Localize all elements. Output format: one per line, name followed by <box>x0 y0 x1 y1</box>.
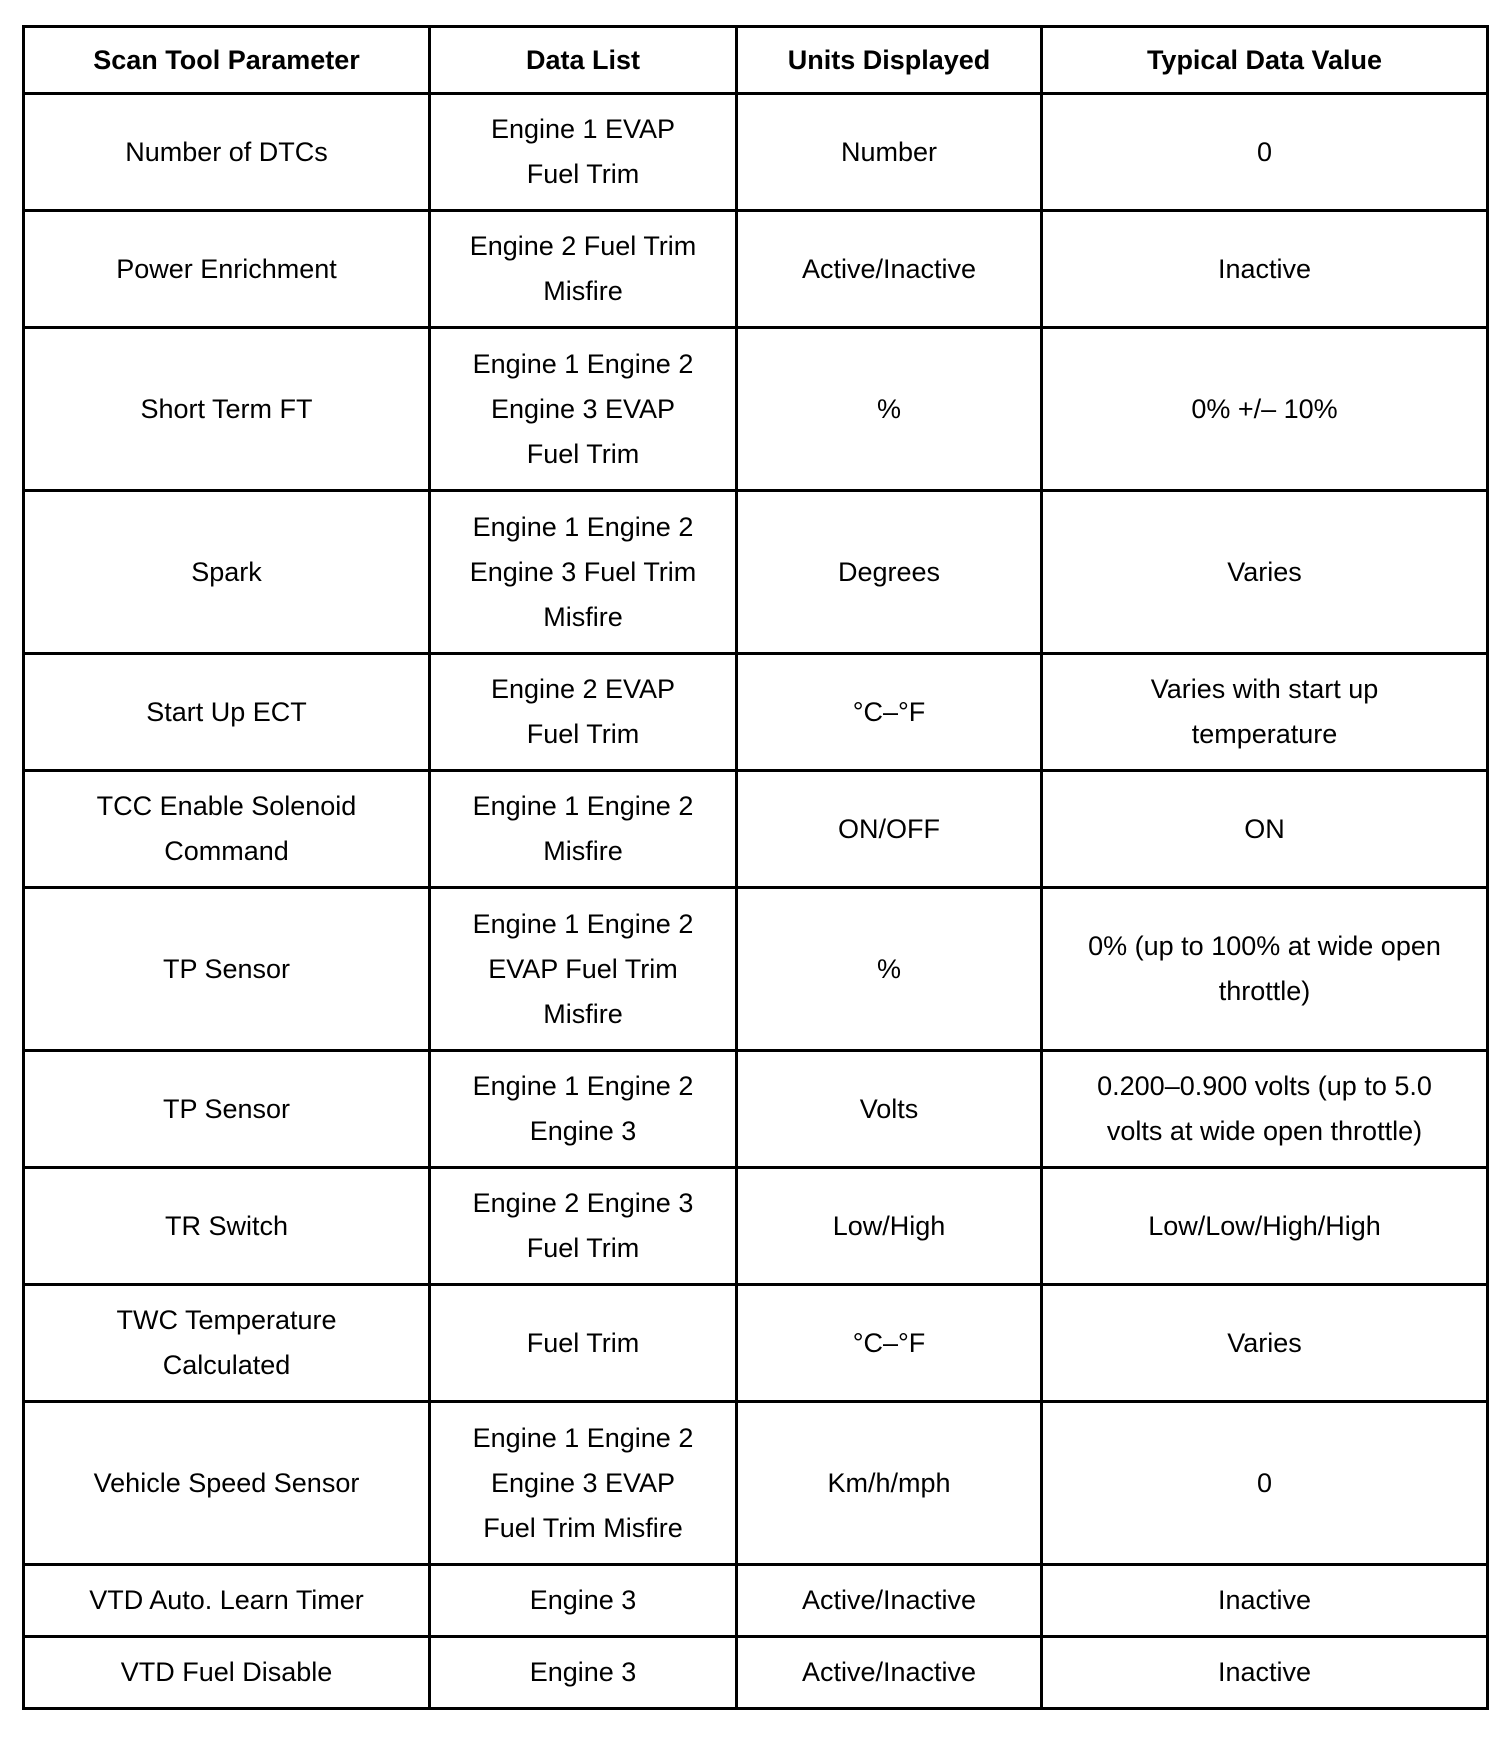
cell-typical-value: 0 <box>1042 94 1488 211</box>
cell-data-list: Engine 1 Engine 2 Misfire <box>430 771 737 888</box>
cell-parameter: Vehicle Speed Sensor <box>24 1402 430 1565</box>
cell-parameter: TP Sensor <box>24 888 430 1051</box>
table-row <box>24 771 1488 888</box>
cell-units: Low/High <box>737 1168 1042 1285</box>
cell-parameter: Start Up ECT <box>24 654 430 771</box>
cell-parameter: Power Enrichment <box>24 211 430 328</box>
table-row <box>24 888 1488 1051</box>
table-body <box>24 94 1488 1709</box>
cell-parameter: VTD Fuel Disable <box>24 1637 430 1709</box>
cell-parameter: VTD Auto. Learn Timer <box>24 1565 430 1637</box>
cell-typical-value: 0.200–0.900 volts (up to 5.0 volts at wide open throttle) <box>1042 1051 1488 1168</box>
cell-typical-value: 0 <box>1042 1402 1488 1565</box>
cell-units: Number <box>737 94 1042 211</box>
cell-typical-value: Low/Low/High/High <box>1042 1168 1488 1285</box>
cell-data-list: Engine 1 EVAP Fuel Trim <box>430 94 737 211</box>
cell-typical-value: 0% (up to 100% at wide open throttle) <box>1042 888 1488 1051</box>
cell-data-list: Fuel Trim <box>430 1285 737 1402</box>
cell-data-list: Engine 2 EVAP Fuel Trim <box>430 654 737 771</box>
cell-parameter: Spark <box>24 491 430 654</box>
cell-data-list: Engine 3 <box>430 1637 737 1709</box>
header-typical-data-value: Typical Data Value <box>1042 27 1488 94</box>
cell-data-list: Engine 2 Fuel Trim Misfire <box>430 211 737 328</box>
table-row <box>24 328 1488 491</box>
cell-units: Degrees <box>737 491 1042 654</box>
cell-typical-value: Varies with start up temperature <box>1042 654 1488 771</box>
cell-typical-value: Inactive <box>1042 211 1488 328</box>
cell-units: °C–°F <box>737 654 1042 771</box>
cell-typical-value: ON <box>1042 771 1488 888</box>
table-header <box>24 27 1488 94</box>
cell-units: Km/h/mph <box>737 1402 1042 1565</box>
cell-data-list: Engine 1 Engine 2 Engine 3 EVAP Fuel Trim Misfire <box>430 1402 737 1565</box>
cell-data-list: Engine 1 Engine 2 EVAP Fuel Trim Misfire <box>430 888 737 1051</box>
cell-data-list: Engine 1 Engine 2 Engine 3 EVAP Fuel Trim <box>430 328 737 491</box>
table-row <box>24 211 1488 328</box>
header-data-list: Data List <box>430 27 737 94</box>
cell-units: Active/Inactive <box>737 1565 1042 1637</box>
cell-units: % <box>737 328 1042 491</box>
table-row <box>24 1051 1488 1168</box>
cell-units: % <box>737 888 1042 1051</box>
table-row <box>24 491 1488 654</box>
cell-parameter: TP Sensor <box>24 1051 430 1168</box>
cell-typical-value: Varies <box>1042 1285 1488 1402</box>
cell-parameter: TWC Temperature Calculated <box>24 1285 430 1402</box>
table-row <box>24 1168 1488 1285</box>
cell-parameter: TCC Enable Solenoid Command <box>24 771 430 888</box>
table-row <box>24 654 1488 771</box>
cell-data-list: Engine 1 Engine 2 Engine 3 Fuel Trim Misfire <box>430 491 737 654</box>
cell-parameter: Number of DTCs <box>24 94 430 211</box>
header-row <box>24 27 1488 94</box>
cell-units: Active/Inactive <box>737 211 1042 328</box>
cell-typical-value: Inactive <box>1042 1637 1488 1709</box>
table-row <box>24 1402 1488 1565</box>
header-units-displayed: Units Displayed <box>737 27 1042 94</box>
header-scan-tool-parameter: Scan Tool Parameter <box>24 27 430 94</box>
cell-parameter: TR Switch <box>24 1168 430 1285</box>
cell-units: ON/OFF <box>737 771 1042 888</box>
cell-units: °C–°F <box>737 1285 1042 1402</box>
cell-typical-value: Inactive <box>1042 1565 1488 1637</box>
table-row <box>24 94 1488 211</box>
cell-units: Active/Inactive <box>737 1637 1042 1709</box>
table-row <box>24 1637 1488 1709</box>
cell-typical-value: Varies <box>1042 491 1488 654</box>
cell-data-list: Engine 3 <box>430 1565 737 1637</box>
cell-units: Volts <box>737 1051 1042 1168</box>
cell-data-list: Engine 1 Engine 2 Engine 3 <box>430 1051 737 1168</box>
cell-typical-value: 0% +/– 10% <box>1042 328 1488 491</box>
table-row <box>24 1565 1488 1637</box>
cell-parameter: Short Term FT <box>24 328 430 491</box>
scan-tool-data-table <box>22 25 1489 1710</box>
cell-data-list: Engine 2 Engine 3 Fuel Trim <box>430 1168 737 1285</box>
table-row <box>24 1285 1488 1402</box>
